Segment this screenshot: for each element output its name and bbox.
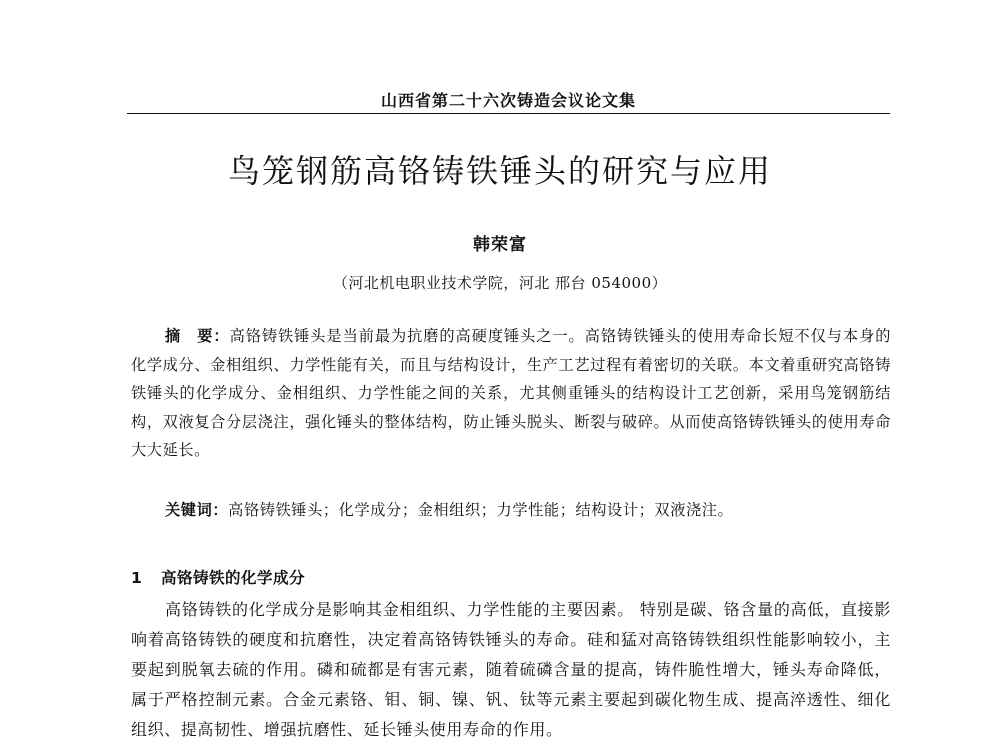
section-heading [131,566,305,588]
keywords-label: 关键词： [165,501,229,519]
abstract-text: 高铬铸铁锤头是当前最为抗磨的高硬度锤头之一。高铬铸铁锤头的使用寿命长短不仅与本身的化学成分、金相组织、力学性能有关，而且与结构设计，生产工艺过程有着密切的关联。本文着重研究高铬铸铁锤头的化学成分、金相组织、力学性能之间的关系，尤其侧重锤头的结构设计工艺创新，采用鸟笼钢筋结构，双液复合分层浇注，强化锤头的整体结构，防止锤头脱头、断裂与破碎。从而使高铬铸铁锤头的使用寿命大大延长。 [131,327,891,459]
keywords-line [165,496,891,524]
abstract-label: 摘 要： [165,327,230,345]
keywords-text: 高铬铸铁锤头；化学成分；金相组织；力学性能；结构设计；双液浇注。 [228,501,734,519]
running-header: 山西省第二十六次铸造会议论文集 [380,91,636,110]
body-paragraph: 高铬铸铁的化学成分是影响其金相组织、力学性能的主要因素。 特别是碳、铬含量的高低，直接影响着高铬铸铁的硬度和抗磨性，决定着高铬铸铁锤头的寿命。硅和猛对高铬铸铁组织性能影响较小，主要起到脱氧去硫的作用。磷和硫都是有害元素，随着硫磷含量的提高，铸件脆性增大，锤头寿命降低，属于严格控制元素。合金元素铬、钼、铜、镍、钒、钛等元素主要起到碳化物生成、提高淬透性、细化组织、提高韧性、增强抗磨性、延长锤头使用寿命的作用。 [131,600,891,739]
author-name: 韩荣富 [473,235,527,255]
section-title: 高铬铸铁的化学成分 [161,569,306,587]
abstract-paragraph [131,322,891,465]
author-affiliation: （河北机电职业技术学院，河北 邢台 054000） [332,274,668,292]
paper-title: 鸟笼钢筋高铬铸铁锤头的研究与应用 [227,152,772,190]
section-number: 1 [131,569,143,587]
header-rule [127,113,890,114]
